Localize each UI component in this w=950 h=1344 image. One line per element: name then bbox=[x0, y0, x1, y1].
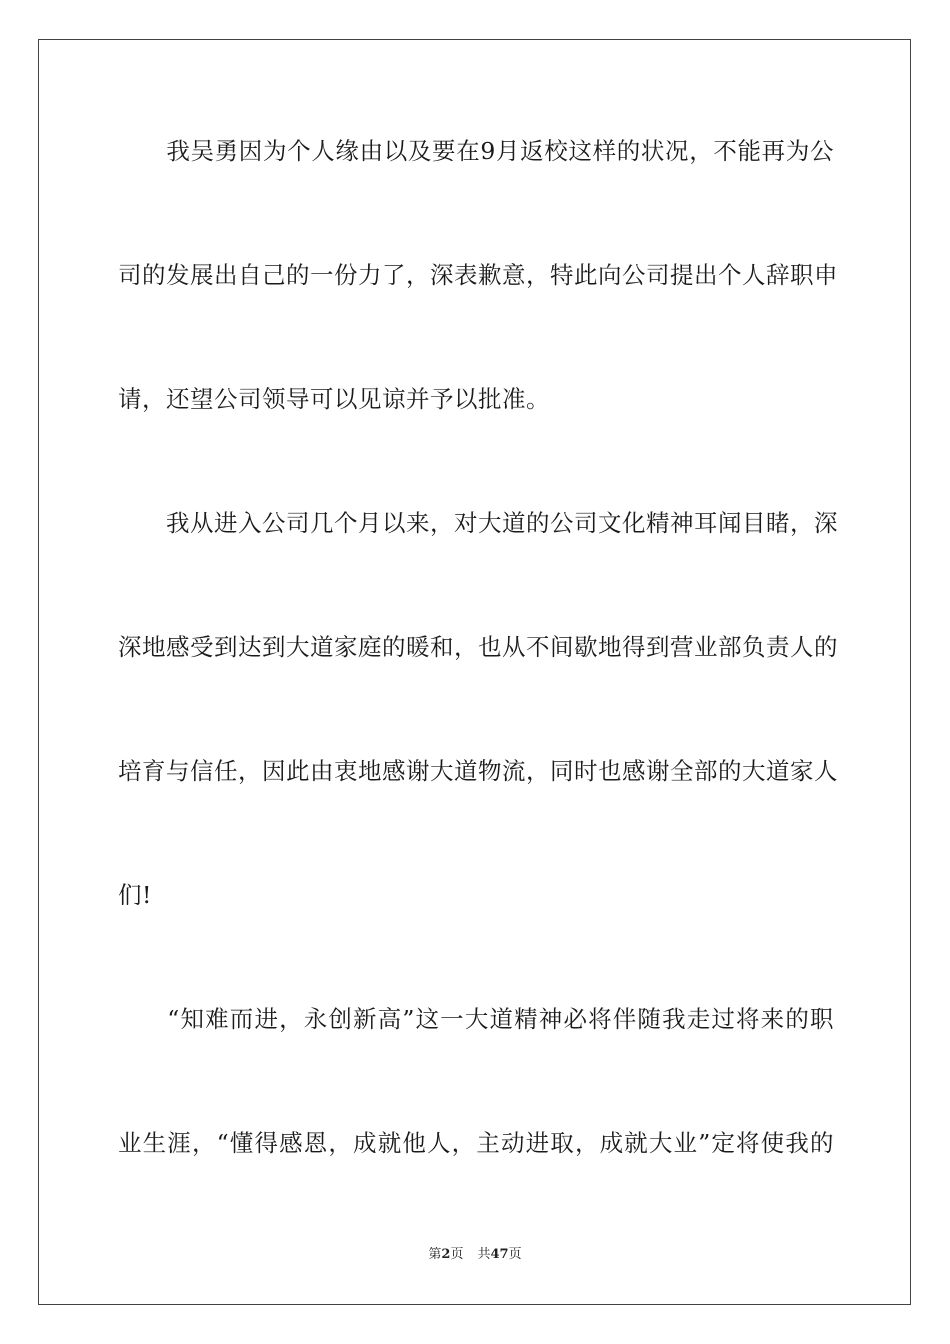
paragraph-2-line-1: 我从进入公司几个月以来，对大道的公司文化精神耳闻目睹，深 bbox=[118, 509, 838, 537]
paragraph-2-line-3: 培育与信任，因此由衷地感谢大道物流，同时也感谢全部的大道家人 bbox=[118, 757, 838, 785]
footer-total-prefix: 共 bbox=[477, 1247, 491, 1262]
paragraph-3-line-2: 业生涯，“懂得感恩，成就他人，主动进取，成就大业”定将使我的 bbox=[118, 1129, 834, 1157]
paragraph-2-line-2: 深地感受到达到大道家庭的暖和，也从不间歇地得到营业部负责人的 bbox=[118, 633, 838, 661]
paragraph-1-line-1: 我吴勇因为个人缘由以及要在9月返校这样的状况，不能再为公 bbox=[118, 137, 834, 165]
page-border bbox=[38, 39, 911, 1305]
paragraph-1-line-2: 司的发展出自己的一份力了，深表歉意，特此向公司提出个人辞职申 bbox=[118, 261, 838, 289]
paragraph-1-line-3: 请，还望公司领导可以见谅并予以批准。 bbox=[118, 385, 550, 413]
footer-page-suffix: 页 bbox=[450, 1247, 464, 1262]
paragraph-3-line-1: “知难而进，永创新高”这一大道精神必将伴随我走过将来的职 bbox=[118, 1005, 834, 1033]
paragraph-2-line-4: 们! bbox=[118, 881, 152, 909]
footer-total-suffix: 页 bbox=[508, 1247, 522, 1262]
page-footer bbox=[0, 1247, 950, 1263]
footer-page-prefix: 第 bbox=[428, 1247, 442, 1262]
footer-page-number: 2 bbox=[441, 1247, 451, 1262]
footer-total-pages: 47 bbox=[490, 1247, 509, 1262]
